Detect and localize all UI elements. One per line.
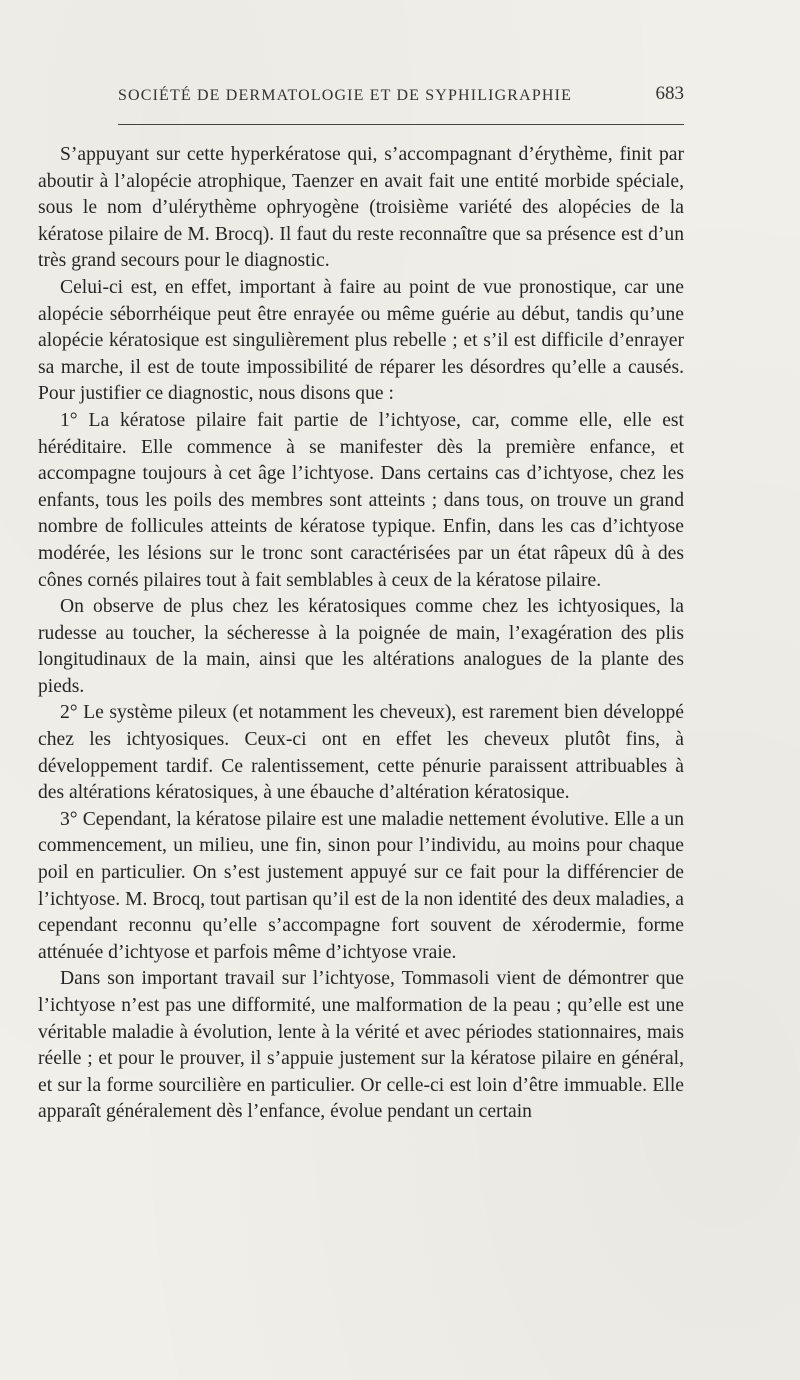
paragraph: 3° Cependant, la kératose pilaire est une maladie nettement évolutive. Elle a un commencement, un milieu, une fin, sinon pour l’individu, au moins pour chaque poil en particulier. On s’est justement appuyé sur ce fait pour la différencier de l’ichtyose. M. Brocq, tout partisan qu’il est de la non identité des deux maladies, a cependant reconnu qu’elle s’accompagne fort souvent de xérodermie, forme atténuée d’ichtyose et parfois même d’ichtyose vraie.: [38, 808, 684, 963]
paragraph: Dans son important travail sur l’ichtyose, Tommasoli vient de démontrer que l’ichtyose n’est pas une difformité, une malformation de la peau ; qu’elle est une véritable maladie à évolution, lente à la vérité et avec périodes stationnaires, mais réelle ; et pour le prouver, il s’appuie justement sur la kératose pilaire en général, et sur la forme sourcilière en particulier. Or celle-ci est loin d’être immuable. Elle apparaît généralement dès l’enfance, évolue pendant un certain: [38, 968, 684, 1123]
paragraph: On observe de plus chez les kératosiques comme chez les ichtyosiques, la rudesse au toucher, la sécheresse à la poignée de main, l’exagération des plis longitudinaux de la main, ainsi que les altérations analogues de la plante des pieds.: [38, 596, 684, 697]
paragraph: 1° La kératose pilaire fait partie de l’ichtyose, car, comme elle, elle est héréditaire. Elle commence à se manifester dès la première enfance, et accompagne toujours à cet âge l’ichtyose. Dans certains cas d’ichtyose, chez les enfants, tous les poils des membres sont atteints ; dans tous, on trouve un grand nombre de follicules atteints de kératose typique. Enfin, dans les cas d’ichtyose modérée, les lésions sur le tronc sont caractérisées par un état râpeux dû à des cônes cornés pilaires tout à fait semblables à ceux de la kératose pilaire.: [38, 409, 684, 591]
paragraph: Celui-ci est, en effet, important à faire au point de vue pronostique, car une alopécie séborrhéique peut être enrayée ou même guérie au début, tandis qu’une alopécie kératosique est singulièrement plus rebelle ; et s’il est difficile d’enrayer sa marche, il est de toute impossibilité de réparer les désordres qu’elle a causés. Pour justifier ce diagnostic, nous disons que :: [38, 276, 684, 405]
body-text: [38, 142, 684, 1126]
paragraph: S’appuyant sur cette hyperkératose qui, s’accompagnant d’érythème, finit par aboutir à l’alopécie atrophique, Taenzer en avait fait une entité morbide spéciale, sous le nom d’ulérythème ophryogène (troisième variété des alopécies de la kératose pilaire de M. Brocq). Il faut du reste reconnaître que sa présence est d’un très grand secours pour le diagnostic.: [38, 144, 684, 272]
page-header: [118, 83, 684, 109]
page-number: 683: [655, 83, 684, 104]
paragraph: 2° Le système pileux (et notamment les cheveux), est rarement bien développé chez les ichtyosiques. Ceux-ci ont en effet les cheveux plutôt fins, à développement tardif. Ce ralentissement, cette pénurie paraissent attribuables à des altérations kératosiques, à une ébauche d’altération kératosique.: [38, 702, 684, 804]
header-rule: [118, 124, 684, 125]
running-title: SOCIÉTÉ DE DERMATOLOGIE ET DE SYPHILIGRAPHIE: [118, 87, 572, 104]
